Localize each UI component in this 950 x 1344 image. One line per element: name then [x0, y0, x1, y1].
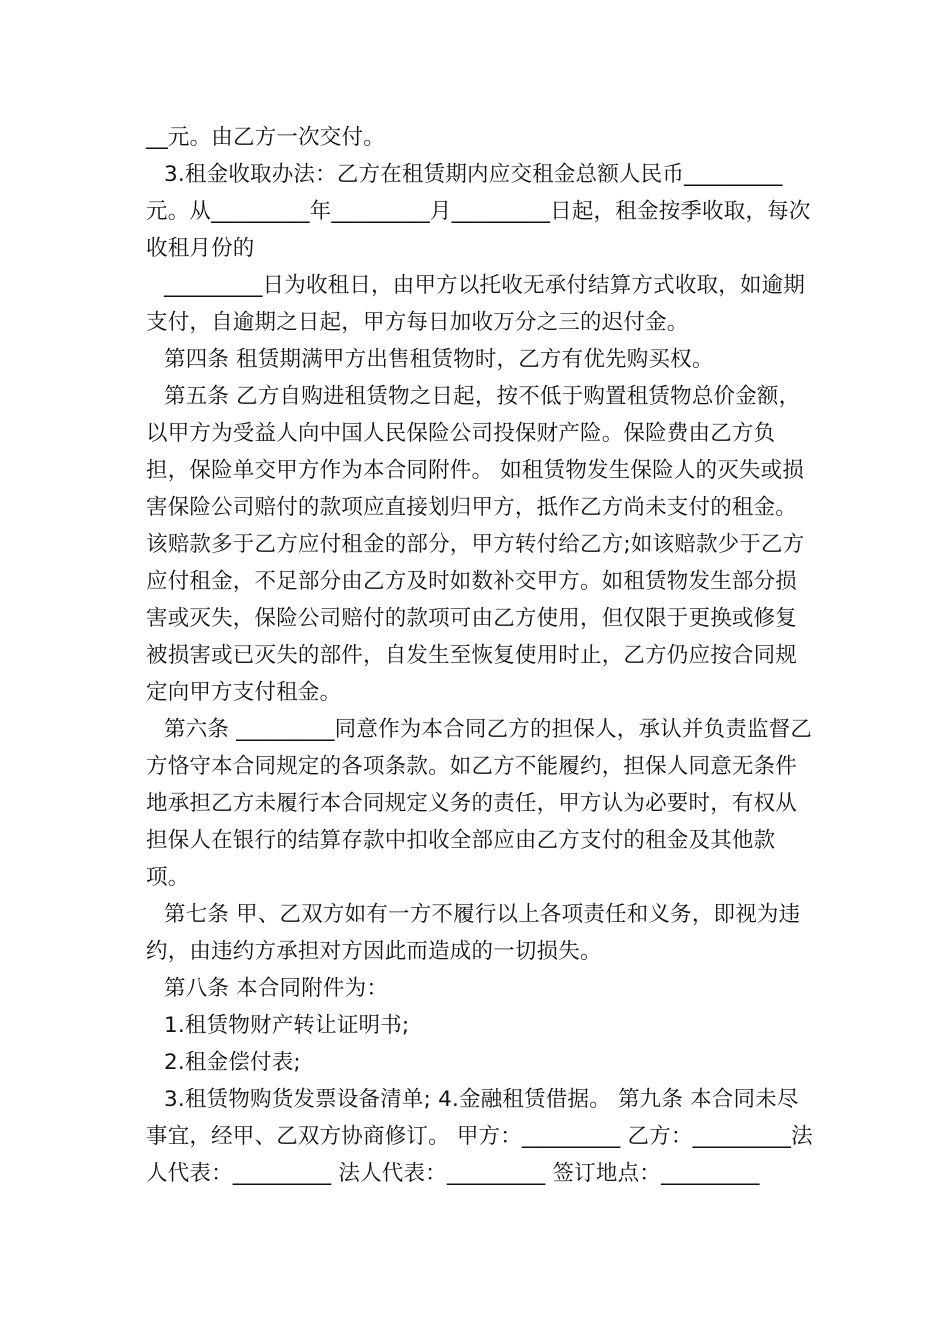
- paragraph-article-8: 第八条 本合同附件为：: [164, 976, 389, 1001]
- paragraph-attachment-1: 1.租赁物财产转让证明书;: [164, 1013, 410, 1038]
- paragraph-payment-once: __元。由乙方一次交付。: [146, 125, 385, 150]
- paragraph-article-7: 第七条 甲、乙双方如有一方不履行以上各项责任和义务，即视为违约，由违约方承担对方因此而造成的一切损失。: [146, 902, 801, 964]
- paragraph-rent-collection: 3.租金收取办法：乙方在租赁期内应交租金总额人民币_________元。从_________年_________月_________日起，租金按季收取，每次收租月份的: [146, 162, 811, 261]
- paragraph-article-4: 第四条 租赁期满甲方出售租赁物时，乙方有优先购买权。: [164, 347, 714, 372]
- contract-text: [146, 119, 814, 1192]
- paragraph-collection-day: _________日为收租日，由甲方以托收无承付结算方式收取，如逾期支付，自逾期之日起，甲方每日加收万分之三的迟付金。: [146, 273, 806, 335]
- paragraph-article-5: 第五条 乙方自购进租赁物之日起，按不低于购置租赁物总价金额，以甲方为受益人向中国人民保险公司投保财产险。保险费由乙方负担，保险单交甲方作为本合同附件。 如租赁物发生保险人的灭失或损害保险公司赔付的款项应直接划归甲方，抵作乙方尚未支付的租金。该赔款多于乙方应付租金的部分，甲方转付给乙方;如该赔款少于乙方应付租金，不足部分由乙方及时如数补交甲方。如租赁物发生部分损害或灭失，保险公司赔付的款项可由乙方使用，但仅限于更换或修复被损害或已灭失的部件，自发生至恢复使用时止，乙方仍应按合同规定向甲方支付租金。: [146, 384, 805, 705]
- paragraph-article-6: 第六条 _________同意作为本合同乙方的担保人，承认并负责监督乙方恪守本合同规定的各项条款。如乙方不能履约，担保人同意无条件地承担乙方未履行本合同规定义务的责任，甲方认为必要时，有权从担保人在银行的结算存款中扣收全部应由乙方支付的租金及其他款项。: [146, 717, 813, 890]
- paragraph-attachment-2: 2.租金偿付表;: [164, 1050, 301, 1075]
- paragraph-attachment-3-and-signatures: 3.租赁物购货发票设备清单; 4.金融租赁借据。 第九条 本合同未尽事宜，经甲、乙双方协商修订。 甲方：_________ 乙方：_________法人代表：_________ 法人代表：_________ 签订地点：_________: [146, 1087, 813, 1186]
